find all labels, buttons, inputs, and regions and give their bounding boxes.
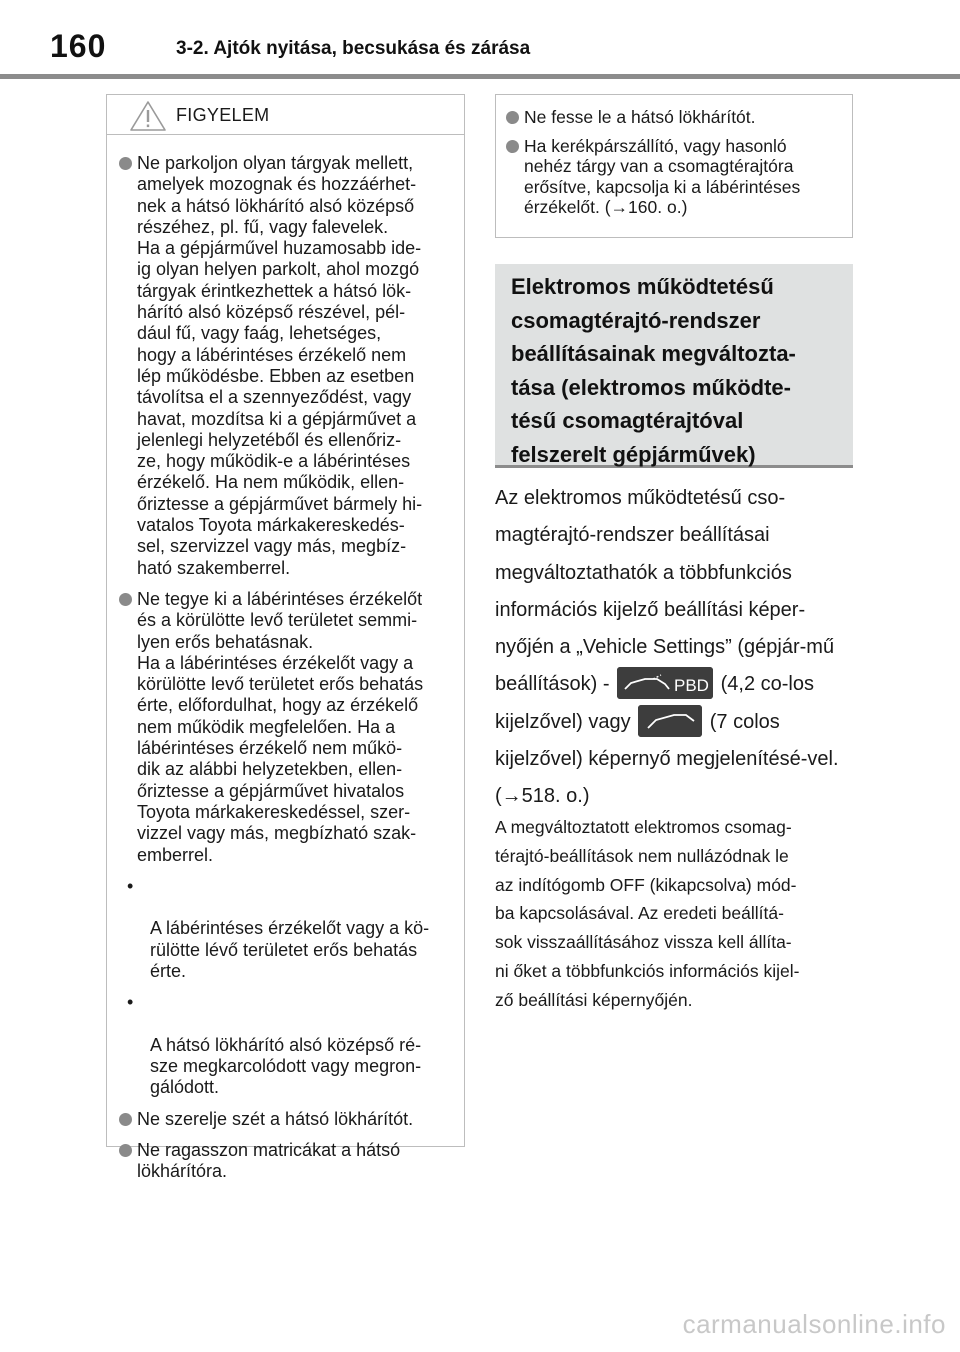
subsection-heading: Elektromos működtetésű csomagtérajtó-rendszer beállításainak megváltozta- tása (elektromos működte- tésű csomagtérajtóval felszerelt gépjárművek): [511, 274, 796, 467]
subsection-heading-box: [495, 264, 853, 468]
warning-sub-item: [119, 992, 450, 1098]
sub-bullet-mark: •: [127, 992, 134, 1013]
page-header: [0, 0, 960, 80]
body-text-part: (4,2 co-los kijelzővel) vagy: [495, 673, 814, 733]
vehicle-settings-pbd-icon: [617, 667, 713, 699]
bullet-dot-icon: [119, 1144, 132, 1157]
sub-bullet-mark: •: [127, 875, 134, 896]
warning-bullet-text: Ne fesse le a hátsó lökhárítót.: [524, 107, 756, 127]
warning-bullet: [119, 153, 450, 579]
warning-bullet: [506, 107, 838, 128]
warning-header: [107, 95, 464, 135]
warning-bullet-text: Ne tegye ki a lábérintéses érzékelőt és a körülötte levő területet semmi- lyen erős behatásnak. Ha a lábérintéses érzékelőt vagy a körülötte levő területet erős behatás érte, előfordulhat, hogy az érzékelő nem működik megfelelően. Ha a lábérintéses érzékelő nem műkö- dik az alábbi helyzetekben, ellen- őriztesse a gépjárművet hivatalos Toyota márkakereskedéssel, szer- vizzel vagy más, megbízható szak- emberrel.: [137, 588, 424, 865]
warning-body: [107, 135, 464, 1183]
vehicle-settings-icon: [638, 705, 702, 737]
icon-pbd-label: PBD: [674, 676, 710, 696]
bullet-dot-icon: [506, 111, 519, 124]
bullet-dot-icon: [506, 140, 519, 153]
warning-title: FIGYELEM: [176, 105, 270, 125]
body-text-part: (7 colos kijelzővel) képernyő megjelenítésé-vel. (→518. o.): [495, 710, 839, 808]
warning-bullet-text: Ne parkoljon olyan tárgyak mellett, amelyek mozognak és hozzáérhet- nek a hátsó lökhárító alsó középső részéhez, pl. fű, vagy falevelek. Ha a gépjárművel huzamosabb ide- ig olyan helyen parkolt, ahol mozgó tárgyak érintkezhettek a hátsó lök- hárító alsó középső részével, pél- dául fű, vagy faág, lehetséges, hogy a lábérintéses érzékelő nem lép működésbe. Ebben az esetben távolítsa el a szennyeződést, vagy havat, mozdítsa ki a gépjárművet a jelenlegi helyzetéből és ellenőriz- ze, hogy működik-e a lábérintéses érzékelő. Ha nem működik, ellen- őriztesse a gépjárművet bármely hi- vatalos Toyota márkakereskedés- sel, szervizzel vagy más, megbíz- ható szakemberrel.: [137, 153, 423, 578]
warning-bullet: [119, 1140, 450, 1183]
bullet-dot-icon: [119, 593, 132, 606]
warning-box-continued: [495, 94, 853, 238]
warning-bullet-text: Ha kerékpárszállító, vagy hasonló nehéz tárgy van a csomagtérajtóra erősítve, kapcsolja ki a lábérintéses érzékelőt. (→160. o.): [524, 135, 801, 217]
header-divider: [0, 74, 960, 79]
warning-bullet-text: Ne ragasszon matricákat a hátsó lökhárítóra.: [137, 1140, 401, 1182]
warning-sub-item-text: A hátsó lökhárító alsó középső ré- sze megkarcolódott vagy megron- gálódott.: [150, 1034, 422, 1098]
warning-bullet: [506, 136, 838, 218]
note-paragraph: A megváltoztatott elektromos csomag- térajtó-beállítások nem nullázódnak le az indítógomb OFF (kikapcsolva) mód- ba kapcsolásával. Az eredeti beállítá- sok visszaállításához vissza kell állíta- ni őket a többfunkciós információs kijel- ző beállítási képernyőjén.: [495, 817, 800, 1010]
warning-triangle-icon: [129, 100, 167, 132]
bullet-dot-icon: [119, 1113, 132, 1126]
warning-bullet-text: Ne szerelje szét a hátsó lökhárítót.: [137, 1108, 414, 1129]
section-title: 3-2. Ajtók nyitása, becsukása és zárása: [176, 38, 531, 59]
page-number: 160: [50, 28, 107, 64]
bullet-dot-icon: [119, 157, 132, 170]
footer-watermark: carmanualsonline.info: [682, 1309, 946, 1339]
warning-bullet: [119, 1109, 450, 1130]
warning-box: [106, 94, 465, 1182]
body-text-part: Az elektromos működtetésű cso-magtérajtó-rendszer beállításai megváltoztathatók a többfunkciós információs kijelző beállítási képer-nyőjén a „Vehicle Settings” (gépjár-mű beállítások) -: [495, 487, 835, 696]
warning-sub-item: [119, 876, 450, 982]
warning-bullet: [119, 589, 450, 866]
body-paragraph: [495, 480, 855, 816]
warning-sub-item-text: A lábérintéses érzékelőt vagy a kö- rülötte lévő területet erős behatás érte.: [150, 918, 430, 981]
